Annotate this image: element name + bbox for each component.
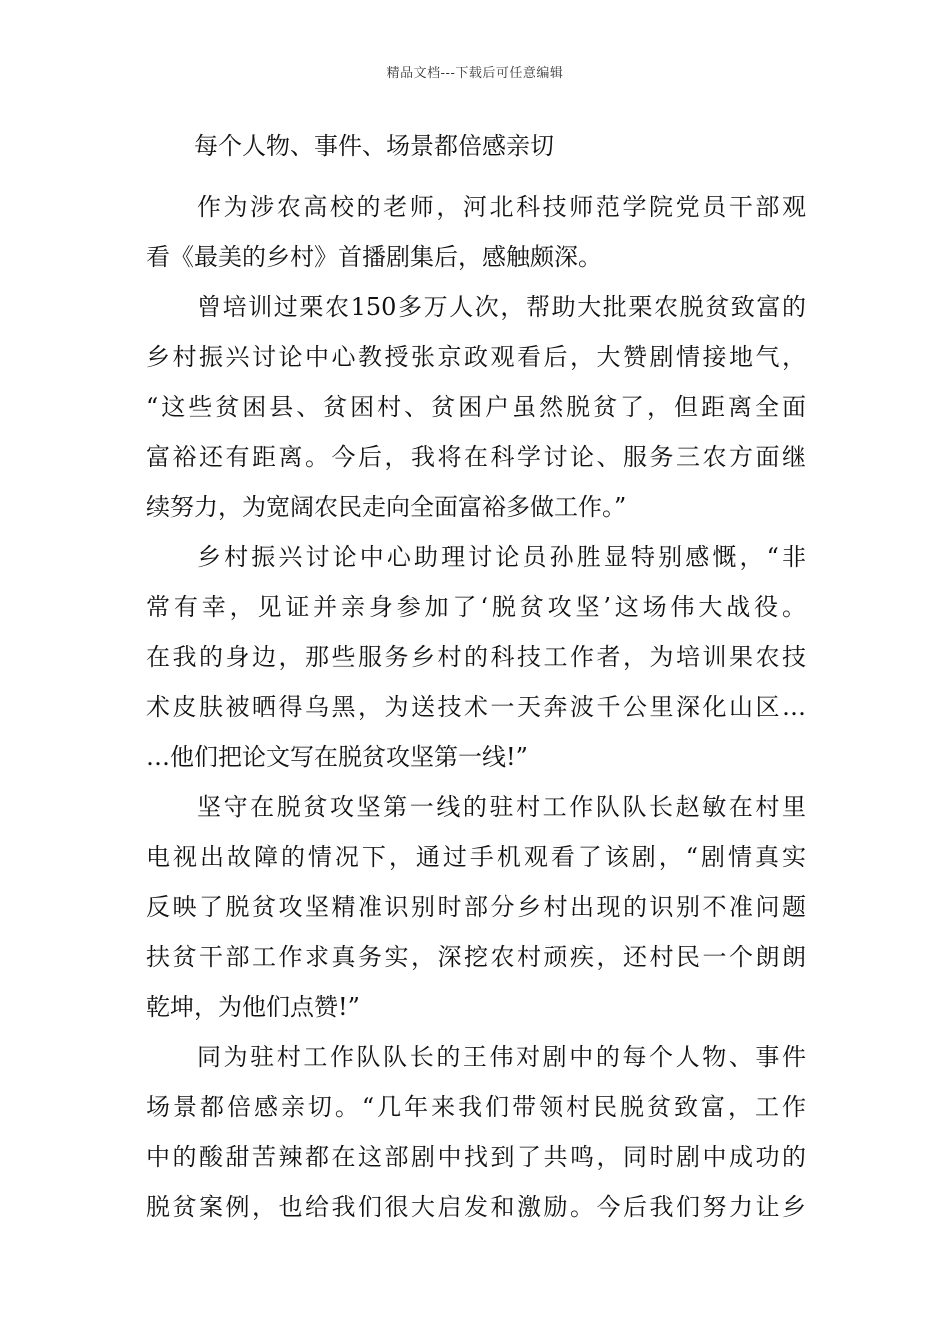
text-line-19: 场景都倍感亲切。“几年来我们带领村民脱贫致富，工作 [146, 1093, 806, 1121]
text-line-20: 中的酸甜苦辣都在这部剧中找到了共鸣，同时剧中成功的 [146, 1143, 806, 1171]
text-line-1: 作为涉农高校的老师，河北科技师范学院党员干部观 [197, 193, 806, 221]
text-line-14: 电视出故障的情况下，通过手机观看了该剧，“剧情真实 [146, 843, 806, 871]
text-line-18: 同为驻村工作队队长的王伟对剧中的每个人物、事件 [197, 1043, 806, 1071]
text-line-7: 续努力，为宽阔农民走向全面富裕多做工作。” [146, 493, 627, 521]
text-line-2: 看《最美的乡村》首播剧集后，感触颇深。 [146, 243, 602, 271]
text-line-5: “这些贫困县、贫困村、贫困户虽然脱贫了，但距离全面 [146, 393, 806, 421]
text-line-10: 在我的身边，那些服务乡村的科技工作者，为培训果农技 [146, 643, 806, 671]
text-line-16: 扶贫干部工作求真务实，深挖农村顽疾，还村民一个朗朗 [146, 943, 806, 971]
document-body [146, 128, 806, 1232]
document-title: 每个人物、事件、场景都倍感亲切 [194, 132, 554, 160]
text-line-21: 脱贫案例，也给我们很大启发和激励。今后我们努力让乡 [146, 1193, 806, 1221]
page-header: 精品文档---下载后可任意编辑 [386, 66, 564, 81]
text-line-11: 术皮肤被晒得乌黑，为送技术一天奔波千公里深化山区… [146, 693, 806, 721]
text-line-15: 反映了脱贫攻坚精准识别时部分乡村出现的识别不准问题 [146, 893, 806, 921]
text-line-9: 常有幸，见证并亲身参加了‘脱贫攻坚’这场伟大战役。 [146, 593, 806, 621]
text-line-8: 乡村振兴讨论中心助理讨论员孙胜显特别感慨，“非 [197, 543, 806, 571]
text-line-17: 乾坤，为他们点赞!” [146, 993, 360, 1021]
text-line-4: 乡村振兴讨论中心教授张京政观看后，大赞剧情接地气， [146, 343, 806, 371]
text-line-6: 富裕还有距离。今后，我将在科学讨论、服务三农方面继 [146, 443, 806, 471]
text-line-13: 坚守在脱贫攻坚第一线的驻村工作队队长赵敏在村里 [197, 793, 806, 821]
text-line-3: 曾培训过栗农150多万人次，帮助大批栗农脱贫致富的 [197, 293, 806, 321]
text-line-12: …他们把论文写在脱贫攻坚第一线!” [146, 743, 528, 771]
